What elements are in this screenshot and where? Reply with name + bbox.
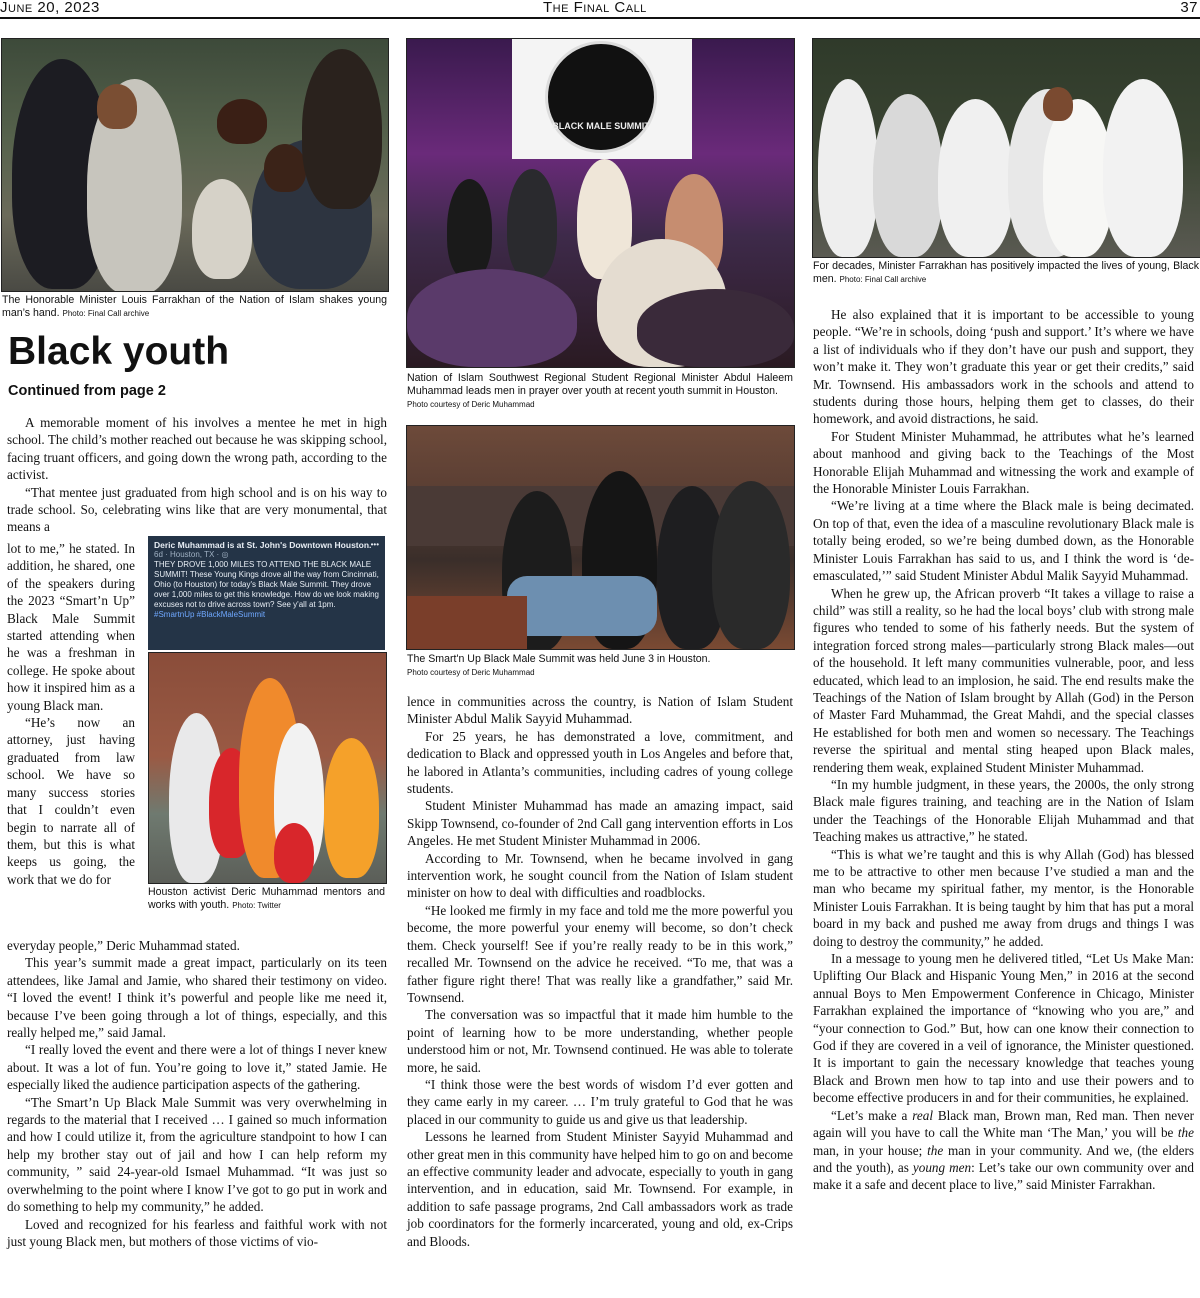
caption-text: The Smart'n Up Black Male Summit was held June 3 in Houston.: [407, 653, 711, 665]
photo-caption: [2, 294, 387, 320]
publication-name: The Final Call: [543, 0, 647, 16]
page-number: 37: [1180, 0, 1198, 16]
photo-deric-muhammad-youth: [148, 652, 387, 884]
post-meta: 6d · Houston, TX · ◎: [154, 550, 229, 559]
post-hashtags: #SmartnUp #BlackMaleSummit: [154, 610, 266, 619]
article-paragraph: A memorable moment of his involves a mentee he met in high school. The child’s mother reached out because he was skipping school, facing truant officers, and going down the wrong path, according to the activist.: [7, 415, 387, 483]
article-paragraph: “The Smart’n Up Black Male Summit was very overwhelming in regards to the material that I received … I gained so much information and how I could utilize it, from the agriculture standpoint to how I can help my brother stay out of jail and how I can help reform my community, ” said 24-year-old Ismael Muhammad. “It was just so overwhelming to the point where I know I’ve got to go put in work and do something to help my community,” he added.: [7, 1094, 387, 1215]
more-options-icon: •••: [370, 540, 379, 549]
article-paragraph: Student Minister Muhammad has made an amazing impact, said Skipp Townsend, co-founder of 2nd Call gang intervention efforts in Los Angeles. He met Student Minister Muhammad in 2006.: [407, 798, 793, 849]
article-paragraph: “That mentee just graduated from high school and is on his way to trade school. So, celebrating wins like that are very monumental, that means a: [7, 484, 387, 535]
article-paragraph: The conversation was so impactful that it made him humble to the point of learning how to be more understanding, whether people understood him or not, Mr. Townsend continued. He was able to tolerate more, he said.: [407, 1007, 793, 1075]
article-paragraph: For Student Minister Muhammad, he attributes what he’s learned about manhood and giving back to the Teachings of the Most Honorable Elijah Muhammad and witnessing the work and example of the Honorable Minister Louis Farrakhan.: [813, 428, 1194, 497]
article-paragraph: “I think those were the best words of wisdom I’d ever gotten and they came early in my career. … I’m truly grateful to God that he was placed in our community to guide us and give us that leadership.: [407, 1076, 793, 1127]
article-paragraph: For 25 years, he has demonstrated a love, commitment, and dedication to Black and oppressed youth in Los Angeles and before that, he labored in Atlanta’s communities, including cadres of young college students.: [407, 728, 793, 797]
photo-credit: Photo: Twitter: [232, 901, 281, 910]
issue-date: June 20, 2023: [0, 0, 100, 16]
photo-caption: [813, 260, 1199, 286]
article-paragraph: lence in communities across the country, is Nation of Islam Student Minister Abdul Malik Sayyid Muhammad.: [407, 694, 793, 727]
article-paragraph: “This is what we’re taught and this is why Allah (God) has blessed me to be attractive to other men because I’ve studied a man and the man who became my spiritual father, my mentor, is the Honorable Minister Louis Farrakhan. It is being taught by him that has put a moral board in my back and pushed me away from drugs and things I was doing to destroy the community,” he added.: [813, 846, 1194, 949]
article-paragraph: When he grew up, the African proverb “It takes a village to raise a child” was still a reality, so he had the local boys’ club with strong male figures who tended to some of his fatherly needs. But the system of integration forced strong males—particularly strong Black males—out of the household. It left many communities vulnerable, poor, and less educated, which lead to an implosion, he said. The end results make the Teachings of the Nation of Islam brought by Allah (God) in the Person of Master Fard Muhammad, the Great Mahdi, and the special classes He established for both men and women so necessary. The Teachings reverse the spiritual and mental sting heaped upon Black males, rendering them weak, explained Student Minister Muhammad.: [813, 585, 1194, 775]
text-run-italic: the: [1177, 1125, 1194, 1141]
text-run: man, in your house;: [813, 1142, 928, 1158]
social-post-screenshot: [148, 536, 385, 650]
text-run: Black man, Brown man, Red man. Then never again will you have to call the White man ‘The Man,’ you will be: [813, 1107, 1194, 1141]
photo-credit: Photo courtesy of Deric Muhammad: [407, 400, 535, 409]
photo-summit-audience: [406, 425, 795, 650]
text-run-italic: young men: [912, 1159, 972, 1175]
article-column-1-bottom: [7, 937, 387, 1250]
continued-from: Continued from page 2: [8, 383, 166, 399]
photo-credit: Photo: Final Call archive: [839, 275, 927, 284]
photo-credit: Photo: Final Call archive: [62, 309, 150, 318]
article-paragraph: “We’re living at a time where the Black male is being decimated. On top of that, even the idea of a masculine revolutionary Black male is totally being eroded, so we’re being dumbed down, as the Honorable Minister Louis Farrakhan has said to us, and I think the word is ‘de-emasculated,’” said Student Minister Abdul Malik Sayyid Muhammad.: [813, 498, 1194, 584]
text-run: : Let’s take our own community over and make it a safe and decent place to live,” said Minister Farrakhan.: [813, 1159, 1194, 1193]
text-run: “Let’s make a: [831, 1107, 913, 1123]
article-paragraph: Loved and recognized for his fearless and faithful work with not just young Black men, but mothers of those victims of vio-: [7, 1216, 387, 1249]
article-paragraph: This year’s summit made a great impact, particularly on its teen attendees, like Jamal and Jamie, who shared their testimony on video. “I loved the event! I think it’s powerful and people like me need it, because I’ve been going through a lot of things, especially, and this really helped me,” said Jamal.: [7, 955, 387, 1041]
caption-text: For decades, Minister Farrakhan has positively impacted the lives of young, Black men.: [813, 260, 1199, 285]
photo-credit: Photo courtesy of Deric Muhammad: [407, 668, 535, 677]
article-paragraph: In a message to young men he delivered titled, “Let Us Make Man: Uplifting Our Black and Hispanic Young Men,” in 2016 at the second annual Boys to Men Empowerment Conference in Chicago, Minister Farrakhan explained the importance of “knowing who you are,” and “your connection to God.” But, how can one know their connection to God if they are covered in a veil of ignorance, the Minister questioned. It is important to gain the necessary knowledge that teaches young Black and Brown men how to tap into and use their powers and to become effective producers in and for their communities, he explained.: [813, 951, 1194, 1106]
photo-caption: [148, 886, 385, 912]
photo-caption: [407, 653, 793, 679]
text-run-italic: the: [927, 1142, 944, 1158]
text-run-italic: real: [912, 1107, 933, 1123]
text-run: man in your community. And we, (the elders and the youth), as: [813, 1142, 1194, 1175]
article-paragraph: “I really loved the event and there were a lot of things I never knew about. It was a lot of fun. You’re going to love it,” stated Jamie. He especially liked the audience participation aspects of the gathering.: [7, 1042, 387, 1093]
article-paragraph: “He looked me firmly in my face and told me the more powerful you become, the more powerful your enemy will become, so don’t check them. Check yourself! See if you’re really ready to be in this work,” recalled Mr. Townsend on the advice he received. “To me, that was a father figure right there! That was really like a grandfather,” said Mr. Townsend.: [407, 902, 793, 1005]
photo-summit-prayer: [406, 38, 795, 368]
article-paragraph: According to Mr. Townsend, when he became involved in gang intervention work, he sought council from the Nation of Islam student minister on how to deal with difficulties and roadblocks.: [407, 850, 793, 901]
post-author: Deric Muhammad is at St. John's Downtown Houston.: [154, 540, 372, 550]
photo-caption: [407, 372, 793, 411]
banner-text: BLACK MALE SUMMIT: [552, 121, 650, 131]
article-column-1-narrow: [7, 540, 135, 888]
article-paragraph: everyday people,” Deric Muhammad stated.: [7, 938, 240, 953]
article-paragraph: “In my humble judgment, in these years, the 2000s, the only strong Black male figures training, and teaching are in the Nation of Islam under the Teachings of the Honorable Elijah Muhammad and that Teaching makes us attractive,” he stated.: [813, 776, 1194, 845]
caption-text: The Honorable Minister Louis Farrakhan of the Nation of Islam shakes young man’s hand.: [2, 294, 387, 319]
article-column-1-top: [7, 414, 387, 536]
caption-text: Houston activist Deric Muhammad mentors and works with youth.: [148, 886, 385, 911]
article-column-3: [813, 306, 1194, 1194]
photo-farrakhan-handshake: [1, 38, 389, 292]
article-paragraph: lot to me,” he stated. In addition, he shared, one of the speakers during the 2023 “Smart’n Up” Black Male Summit started attending when he was a freshman in college. He spoke about how it inspired him as a young Black man.: [7, 541, 135, 713]
article-paragraph: Lessons he learned from Student Minister Sayyid Muhammad and other great men in this community have helped him to go on and become an effective community leader and advocate, especially to youth in gang intervention, and in education, said Mr. Townsend. For example, in addition to safe passage programs, 2nd Call ambassadors work as trade job coordinators for the formerly incarcerated, young and old, ex-Crips and Bloods.: [407, 1129, 793, 1249]
article-paragraph: He also explained that it is important to be accessible to young people. “We’re in schools, doing ‘push and support.’ It’s where we have a list of individuals who if they don’t have our push and support, they won’t make it. They won’t graduate this year or get their credits,” said Mr. Townsend. His ambassadors work in the schools and attend to students during those hours, helping them get to classes, do their homework, and avoid distractions, he said.: [813, 307, 1194, 427]
summit-logo-icon: [545, 41, 657, 153]
article-column-2: [407, 693, 793, 1250]
caption-text: Nation of Islam Southwest Regional Student Regional Minister Abdul Haleem Muhammad leads men in prayer over youth at recent youth summit in Houston.: [407, 372, 793, 397]
article-paragraph-closing: [813, 1107, 1194, 1194]
article-paragraph: “He’s now an attorney, just having graduated from law school. We have so many success stories that I couldn’t even begin to narrate all of them, but this is what keeps us going, the work that we do for: [7, 715, 135, 887]
post-body: THEY DROVE 1,000 MILES TO ATTEND THE BLACK MALE SUMMIT! These Young Kings drove all the way from Cincinnati, Ohio (to Houston) for today's Black Male Summit. They drove over 1,000 miles to get this knowledge. How do we look making excuses not to drive across town? See y'all at 1pm.: [154, 560, 380, 609]
photo-farrakhan-young-men: [812, 38, 1200, 258]
page-header: [0, 0, 1200, 19]
article-headline: Black youth: [8, 330, 230, 373]
